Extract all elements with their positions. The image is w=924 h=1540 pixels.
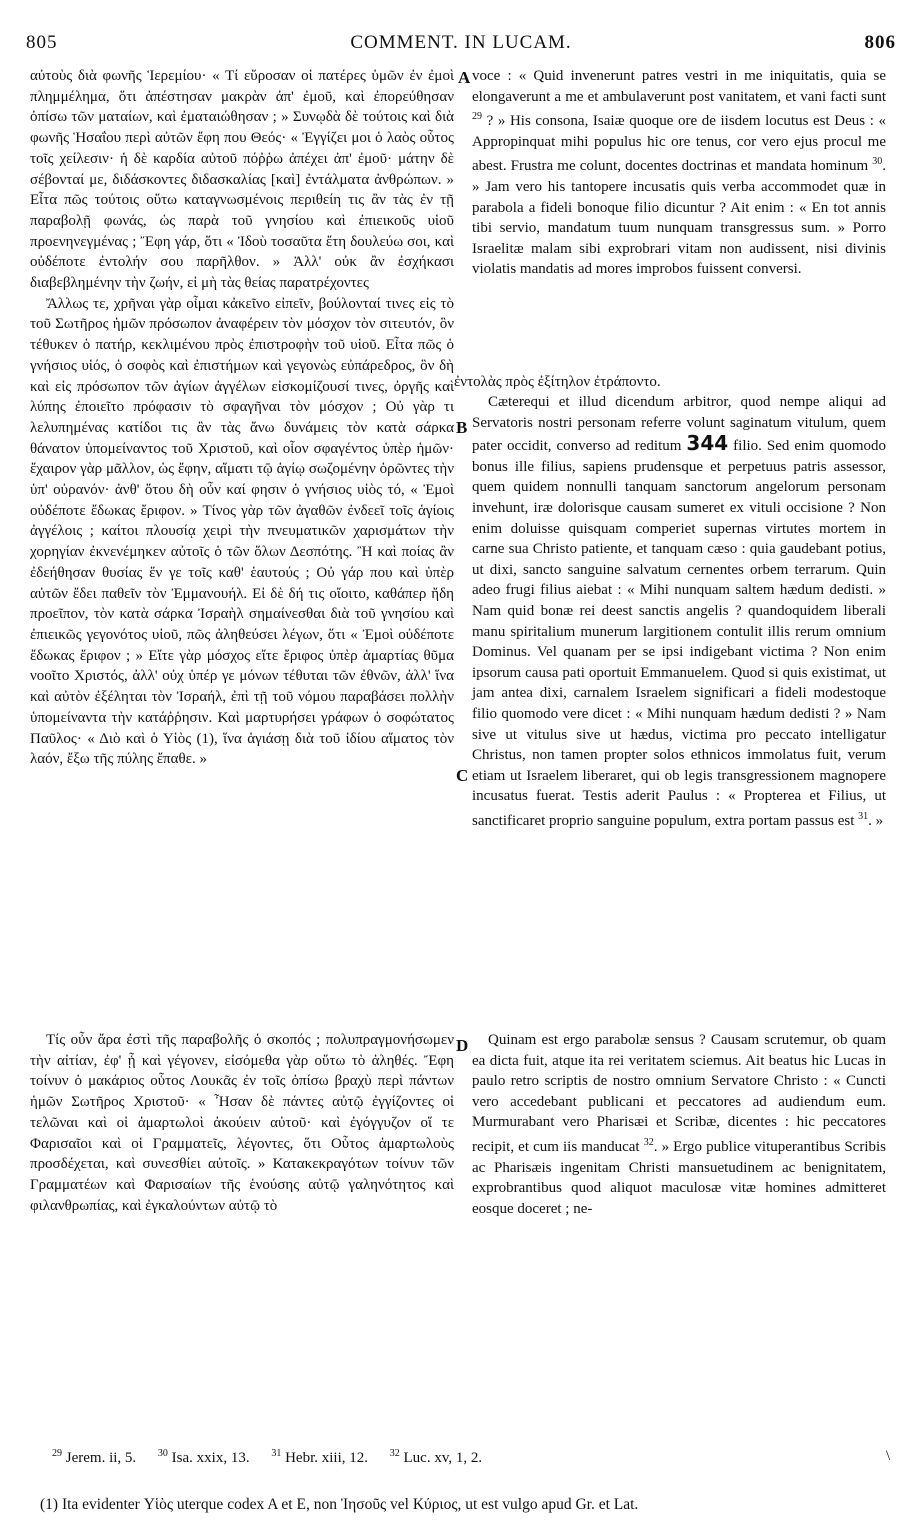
edge-mark: \: [886, 1448, 891, 1464]
latin-paragraph-3: Quinam est ergo parabolæ sensus ? Causam scrutemur, ob quam ea dicta fuit, atque ita rei veritatem sciemus. Ait beatus hic Lucas in paulo retro scriptis de nostro omnium Servatore Christo : « Cuncti vero accedebant publicani et peccatores ad audiendum eum. Murmurabant vero Pharisæi et Scribæ, dicentes : hic peccatores recipit, et cum iis manducat $^{32}$. » Ergo publice vituperantibus Scribis ac Pharisæis ingenitam Christi mansuetudinem ac benignitatem, exprobrantibus quod aliquot maculosæ vitæ homines admitteret eosque doceret ; ne-: [472, 1032, 886, 1217]
latin-paragraph-2: Cæterequi et illud dicendum arbitror, quod nempe aliqui ad Servatoris nostri personam referre volunt saginatum vitulum, quem pater occidit, converso ad reditum 344 filio. Sed enim quomodo bonus ille filius, sapiens prudensque et perpetuus patris assessor, quem quidem nonnulli tanquam sanctorum angelorum personam invehunt, iræ dolorisque causam sumeret ex vituli occisione ? Non enim doluisse quisquam comperiet supernas virtutes mortem in carne sua Christo patiente, et tanquam cæso : quia gaudebant potius, ut dixi, sancto sanguine salvatum cernentes orbem terrarum. Quin adeo frugi filius aiebat : « Mihi nunquam saltem hædum dedisti. » Nam quid bonæ rei deest sanctis angelis ? quandoquidem liberali manu spiritalium munerum largitionem contulit illis rerum omnium Dominus. Vel quanam per se ipsi indigebant victima ? Non enim ipsorum causa pati oportuit Emmanuelem. Quod si quis existimat, ut jam antea dixi, carnalem Israelem significari a fideli modestoque filio quomodo vere dicet : « Mihi nunquam hædum dedisti ? » Nam sive ut vitulus sive ut hædus, victima pro peccato intelligatur Christus, non tamen propter solos ethnicos immolatus fuit, verum etiam ut Israelem liberaret, qui ob legis transgressionem magnopere incusatus fuerat. Testis aderit Paulus : « Propterea et Filius, ut sanctificaret proprio sanguine populum, extra portam passus est $^{31}$. »: [472, 394, 887, 829]
page-number-left: 805: [26, 32, 58, 53]
scripture-notes: [52, 1448, 852, 1467]
ref-30: 30: [872, 156, 883, 168]
note-30: $^{30}$ Isa. xxix, 13.: [157, 1448, 250, 1466]
latin-column-middle: [472, 392, 886, 1004]
editor-footnote: (1) Ita evidenter Υἱὸς uterque codex A et E, non Ἰησοῦς vel Κύριος, ut est vulgo apud Gr. et Lat.: [40, 1496, 639, 1513]
greek-paragraph-2: Ἄλλως τε, χρῆναι γὰρ οἶμαι κἀκεῖνο εἰπεῖν, βούλονταί τινες εἰς τὸ τοῦ Σωτῆρος ἡμῶν πρόσωπον ἀναφέρειν τὸν μόσχον τὸν σιτευτόν, ὃν τέθυκεν ὁ πατήρ, κεκλιμένου πρὸς ἐπιστροφὴν τοῦ υἱοῦ. Εἶτα πῶς ὁ γνήσιος υἱός, ὁ σοφὸς καὶ ἐπιστήμων καὶ γεγονὼς εὐπάρεδρος, ὃν δὴ καὶ εἰς πρόσωπον τῶν ἁγίων ἀγγέλων εἰσκομίζουσί τινες, ὀργῆς καὶ λύπης ἐποιεῖτο πρόφασιν τὸ σφαγῆναι τὸν μόσχον ; Οὐ γὰρ τι λελυπημένας κατίδοι τις ἂν τὰς ἄνω δυνάμεις τὸν κατὰ σάρκα θάνατον ὑπομείναντος τοῦ Χριστοῦ, καὶ οἷον σφαγέντος ὑπὲρ ἡμῶν· ἔχαιρον γὰρ μᾶλλον, ὡς ἔφην, αἵματι τῷ ἁγίῳ σωζομένην ὁρῶντες τὴν ὑπ' οὐρανόν· ἀνθ' ὅτου δὴ οὖν καί φησιν ὁ γνήσιος υἱὸς τό, « Ἐμοὶ οὐδέποτε ἔδωκας ἔριφον. » Τίνος γὰρ τῶν ἀγαθῶν ἐνδεεῖ τοῖς ἁγίοις ἀγγέλοις ; καίτοι πλουσίᾳ χειρὶ τὴν πνευματικῶν χαρισμάτων τὴν χορηγίαν ἐκνενέμηκεν αὐτοῖς ὁ τῶν ὅλων Δεσπότης. Ἢ καὶ ποίας ἂν ἐδεήθησαν θυσίας ἕν γε τοῖς καθ' ἑαυτούς ; Οὐ γάρ που καὶ ὑπὲρ αὐτῶν ἔδει παθεῖν τὸν Ἐμμανουήλ. Εἰ δὲ δή τις οἴοιτο, καθάπερ ἤδη προεῖπον, τὸν κατὰ σάρκα Ἰσραὴλ σημαίνεσθαι διὰ τοῦ γνησίου καὶ ἐπιεικῶς γεγονότος υἱοῦ, πῶς ἀληθεύσει λέγων, ὅτι « Ἐμοὶ οὐδέποτε ἔδωκας ἔριφον ; » Εἴτε γὰρ μόσχος εἴτε ἔριφος ὑπὲρ ἁμαρτίας θῦμα νοοῖτο Χριστός, ἀλλ' οὐχ ὑπέρ γε μόνων τέθυται τῶν ἐθνῶν, ἀλλ' ἵνα καὶ αὐτὸν ἐξέληται τὸν Ἰσραήλ, ἐπὶ τῇ τοῦ νόμου παραβάσει πολλὴν ὑπομείναντα τὴν κατάῤῥησιν. Καὶ μαρτυρήσει γράφων ὁ σοφώτατος Παῦλος· « Διὸ καὶ ὁ Υἱὸς (1), ἵνα ἁγιάσῃ διὰ τοῦ ἰδίου αἵματος τὸν λαόν, ἔξω τῆς πύλης ἔπαθε. »: [30, 295, 454, 768]
ref-29: 29: [472, 111, 482, 123]
ref-32: 32: [643, 1136, 654, 1148]
note-31: $^{31}$ Hebr. xiii, 12.: [271, 1448, 368, 1466]
latin-column-top: [472, 66, 886, 372]
latin-paragraph-1: voce : « Quid invenerunt patres vestri in me iniquitatis, quia se elongaverunt a me et ambulaverunt post vanitatem, et vani facti sunt $^{29}$ ? » His consona, Isaiæ quoque ore de iisdem locutus est Deus : « Appropinquat mihi populus hic ore tenus, cor vero ejus procul me abest. Frustra me colunt, docentes doctrinas et mandata hominum $^{30}$. » Jam vero his tantopere incusatis quis verba accommodet quæ in parabola a fideli bonoque filio dicuntur ? Ait enim : « En tot annis tibi servio, mandatum tuum nunquam transgressus sum. » Porro Israelitæ malam sibi exprobrari vitam non audissent, nisi divinis violatis mandatis ad mores improbos fuissent conversi.: [472, 68, 887, 278]
page-header: [26, 32, 896, 58]
running-title: COMMENT. IN LUCAM.: [350, 32, 572, 53]
ref-31: 31: [858, 810, 869, 822]
note-29: $^{29}$ Jerem. ii, 5.: [52, 1448, 137, 1466]
note-32: $^{32}$ Luc. xv, 1, 2.: [389, 1448, 483, 1466]
section-marker-a: A: [458, 68, 471, 87]
greek-paragraph-3: Τίς οὖν ἄρα ἐστὶ τῆς παραβολῆς ὁ σκοπός ; πολυπραγμονήσωμεν τὴν αἰτίαν, ἐφ' ᾗ καὶ γέγονεν, εἰσόμεθα γὰρ οὕτω τὸ ἀληθές. Ἔφη τοίνυν ὁ μακάριος οὗτος Λουκᾶς ἐν τοῖς ὀπίσω βραχὺ περὶ πάντων ἡμῶν Σωτῆρος Χριστοῦ· « Ἦσαν δὲ πάντες αὐτῷ ἐγγίζοντες οἱ τελῶναι καὶ οἱ ἁμαρτωλοὶ ἀκούειν αὐτοῦ· καὶ ἐγόγγυζον οἵ τε Φαρισαῖοι καὶ οἱ Γραμματεῖς, λέγοντες, ὅτι Οὗτος ἁμαρτωλοὺς προσδέχεται, καὶ συνεσθίει αὐτοῖς. » Κατακεκραγότων τοίνυν τῶν Γραμματέων καὶ Φαρισαίων τῆς ἑνούσης αὐτῷ γαληνότητος καὶ φιλανθρωπίας, καὶ ἐγκαλούντων αὐτῷ τὸ: [30, 1032, 454, 1214]
section-marker-b: B: [456, 418, 468, 437]
greek-column-top: [30, 66, 454, 768]
section-marker-c: C: [456, 766, 469, 785]
greek-column-bottom: [30, 1030, 454, 1424]
latin-column-bottom: [472, 1030, 886, 1402]
section-marker-d: D: [456, 1036, 469, 1055]
greek-paragraph-1: αὐτοὺς διὰ φωνῆς Ἱερεμίου· « Τί εὕροσαν οἱ πατέρες ὑμῶν ἐν ἐμοὶ πλημμέλημα, ὅτι ἀπέστησαν μακρὰν ἀπ' ἐμοῦ, καὶ ἐπορεύθησαν ὀπίσω τῶν ματαίων, καὶ ἐματαιώθησαν ; » Συνῳδὰ δὲ τούτοις καὶ διὰ φωνῆς Ἡσαΐου περὶ αὐτῶν ἔφη που Θεός· « Ἐγγίζει μοι ὁ λαὸς οὗτος τοῖς χείλεσιν· ἡ δὲ καρδία αὐτοῦ πόῤῥω ἀπέχει ἀπ' ἐμοῦ· μάτην δὲ σέβονταί με, διδάσκοντες διδασκαλίας [καὶ] ἐντάλματα ἀνθρώπων. » Εἶτα πῶς τούτοις οὕτω καταγνωσμένοις περιθείη τις ἂν τὰς ἐν τῇ παραβολῇ φωνάς, ὡς παρὰ τοῦ γνησίου καὶ ἐπιεικοῦς υἱοῦ προενηνεγμένας ; Ἔφη γάρ, ὅτι « Ἰδοὺ τοσαῦτα ἔτη δουλεύω σοι, καὶ οὐδέποτε ἐντολήν σου παρῆλθον. » Ἀλλ' οὐκ ἂν ἐσχήκασι διαβεβλημένην τὴν ζωήν, εἰ μὴ τὰς θείας παρατρέχοντες: [30, 68, 454, 292]
column-number: 344: [686, 431, 729, 456]
greek-spillover-line: ἐντολὰς πρὸς ἐξίτηλον ἐτράποντο.: [454, 374, 661, 390]
page-number-right: 806: [864, 32, 896, 53]
